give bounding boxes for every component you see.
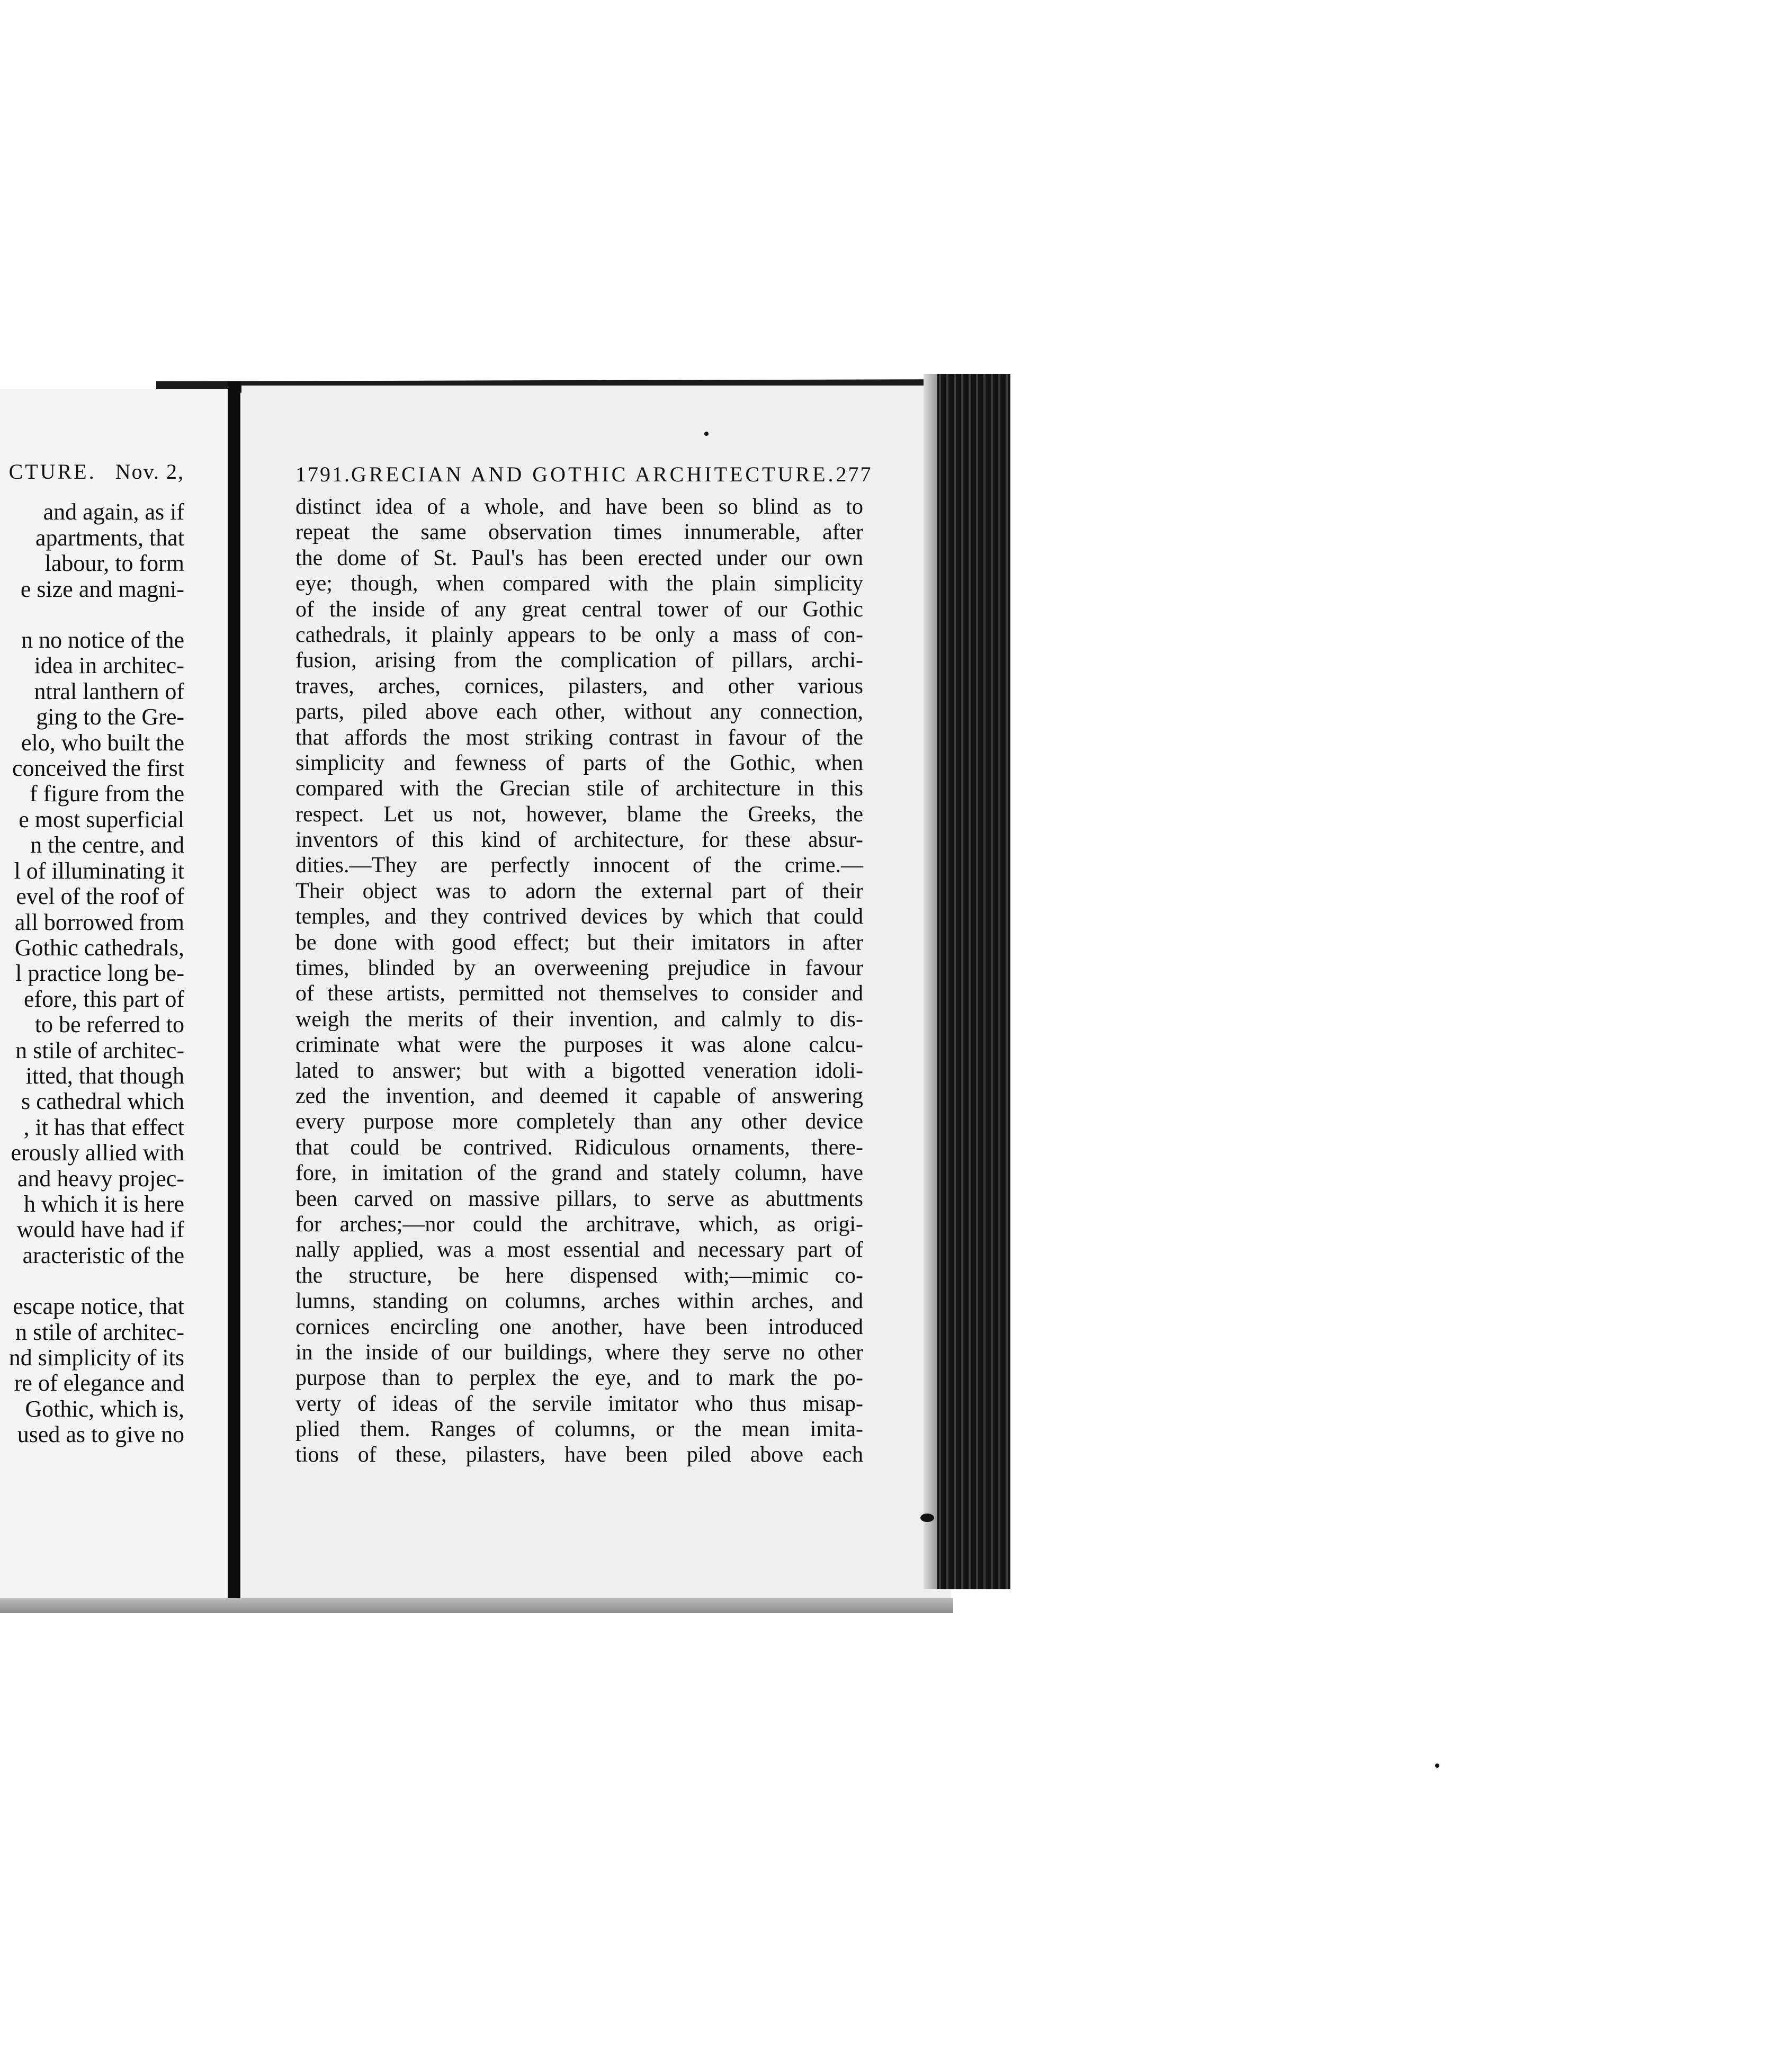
left-text-line: n no notice of the [21,627,184,653]
right-text-line: of the inside of any great central tower of our Gothic [295,597,863,622]
right-text-line: fusion, arising from the complication of pillars, archi- [295,648,863,673]
right-page [241,386,951,1598]
left-text-lines [0,499,184,1447]
left-running-head [0,459,184,485]
book-fore-edge [936,374,1010,1589]
right-text-line: cathedrals, it plainly appears to be only a mass of con- [295,622,863,647]
right-text-line: repeat the same observation times innumerable, after [295,520,863,545]
right-text-line: simplicity and fewness of parts of the Gothic, when [295,750,863,775]
left-text-line: re of elegance and [14,1370,184,1396]
left-page-text [0,459,184,1448]
right-text-line: verty of ideas of the servile imitator who thus misap- [295,1391,863,1416]
left-text-line: h which it is here [23,1190,184,1217]
right-text-line: Their object was to adorn the external part of their [295,879,863,903]
ink-speck [920,1514,934,1522]
left-text-line: itted, that though [25,1062,184,1089]
right-running-head [295,462,873,487]
right-text-line: weigh the merits of their invention, and calmly to dis- [295,1007,863,1032]
right-text-line: dities.—They are perfectly innocent of the crime.— [295,853,863,878]
running-head-year: 1791. [295,462,351,486]
left-page [0,389,237,1602]
right-text-line: traves, arches, cornices, pilasters, and other various [295,674,863,699]
right-text-line: the structure, be here dispensed with;—mimic co- [295,1263,863,1288]
left-text-line: nd simplicity of its [8,1345,184,1371]
left-running-date: Nov. 2, [115,460,184,484]
right-text-line: lumns, standing on columns, arches within arches, and [295,1289,863,1314]
right-text-line: plied them. Ranges of columns, or the mean imita- [295,1417,863,1442]
left-text-line: used as to give no [17,1421,184,1448]
ink-speck [704,432,709,436]
left-text-line: l of illuminating it [14,857,184,884]
left-text-line: idea in architec- [34,652,184,679]
right-text-line: that affords the most striking contrast in favour of the [295,725,863,750]
left-text-line: n the centre, and [30,832,184,858]
right-text-line: nally applied, was a most essential and necessary part of [295,1238,863,1263]
right-text-line: for arches;—nor could the architrave, which, as origi- [295,1212,863,1237]
right-text-line: that could be contrived. Ridiculous ornaments, there- [295,1135,863,1160]
right-text-line: the dome of St. Paul's has been erected under our own [295,545,863,570]
book-bottom-edge [0,1598,953,1613]
left-text-line: to be referred to [34,1011,184,1038]
right-text-line: fore, in imitation of the grand and stately column, have [295,1161,863,1186]
right-text-line: zed the invention, and deemed it capable of answering [295,1084,863,1108]
left-text-line: escape notice, that [13,1293,184,1320]
left-text-line [0,602,184,628]
right-text-line: distinct idea of a whole, and have been so blind as to [295,495,863,519]
right-text-line: lated to answer; but with a bigotted veneration idoli- [295,1058,863,1083]
left-text-line: l practice long be- [15,960,184,987]
left-text-line: erously allied with [11,1140,184,1166]
left-text-line: all borrowed from [14,909,184,935]
right-text-line: parts, piled above each other, without any connection, [295,700,863,724]
left-text-line: conceived the first [12,755,184,782]
right-text-line: every purpose more completely than any other device [295,1109,863,1134]
left-text-line: n stile of architec- [15,1037,184,1063]
right-text-lines [295,494,863,1468]
left-text-line: would have had if [16,1216,184,1243]
left-text-line [0,1268,184,1294]
right-page-text [295,462,873,1468]
left-text-line: efore, this part of [24,986,184,1012]
left-text-line: s cathedral which [21,1088,184,1115]
right-text-line: purpose than to perplex the eye, and to mark the po- [295,1366,863,1391]
left-text-line: apartments, that [35,524,184,551]
ink-speck [1435,1763,1439,1768]
left-text-line: evel of the roof of [16,883,184,910]
right-text-line: compared with the Grecian stile of architecture in this [295,776,863,801]
left-text-line: e most superficial [19,806,184,832]
right-text-line: cornices encircling one another, have been introduced [295,1314,863,1339]
right-text-line: inventors of this kind of architecture, for these absur- [295,828,863,853]
left-text-line: , it has that effect [23,1114,184,1140]
right-text-line: temples, and they contrived devices by which that could [295,905,863,929]
book-gutter [228,381,240,1602]
right-text-line: of these artists, permitted not themselves to consider and [295,981,863,1006]
left-text-line: labour, to form [44,550,184,577]
right-text-line: criminate what were the purposes it was alone calcu- [295,1033,863,1058]
right-text-line: eye; though, when compared with the plain simplicity [295,571,863,596]
left-text-line: e size and magni- [20,576,184,602]
left-text-line: and heavy projec- [17,1165,184,1192]
left-text-line: elo, who built the [21,729,184,756]
left-text-line: and again, as if [43,499,184,525]
left-text-line: f figure from the [30,781,184,807]
left-text-line: Gothic, which is, [25,1395,184,1422]
left-text-line: n stile of architec- [15,1319,184,1345]
right-text-line: be done with good effect; but their imitators in after [295,930,863,955]
running-head-title: GRECIAN AND GOTHIC ARCHITECTURE. [351,462,836,486]
page-number: 277 [836,462,873,486]
right-text-line: times, blinded by an overweening prejudice in favour [295,956,863,981]
right-text-line: been carved on massive pillars, to serve as abuttments [295,1186,863,1211]
right-text-line: tions of these, pilasters, have been piled above each [295,1443,863,1467]
left-text-line: ging to the Gre- [36,704,184,730]
right-text-line: respect. Let us not, however, blame the Greeks, the [295,802,863,827]
left-text-line: ntral lanthern of [34,678,184,704]
left-text-line: aracteristic of the [22,1242,184,1268]
left-running-title: CTURE. [8,460,96,484]
right-text-line: in the inside of our buildings, where they serve no other [295,1340,863,1365]
left-text-line: Gothic cathedrals, [14,934,184,961]
